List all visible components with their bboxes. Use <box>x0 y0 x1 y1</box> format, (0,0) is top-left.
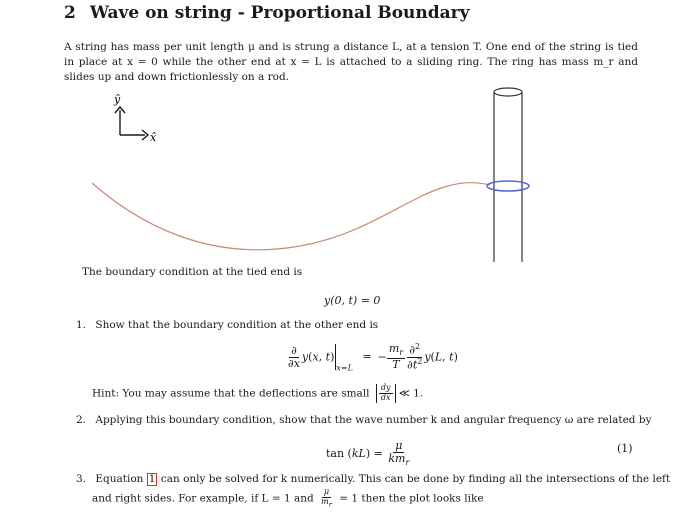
item-1-number: 1. <box>76 319 87 331</box>
section-title-text: Wave on string - Proportional Boundary <box>89 3 470 23</box>
x-axis-label: x̂ <box>150 131 157 144</box>
string-curve <box>92 183 490 250</box>
equation-reference-link[interactable]: 1 <box>148 473 156 485</box>
y-axis-label: ŷ <box>114 93 121 106</box>
item-1 <box>76 319 378 331</box>
equation-1-label: (1) <box>617 442 633 455</box>
intro-paragraph: A string has mass per unit length μ and is strung a distance L, at a tension T. One end of the string is tied in place at x = 0 while the other end at x = L is attached to a sliding ring. The ring has mass m_r and slides up and down frictionlessly on a rod. <box>64 41 638 83</box>
axis-indicator <box>113 93 157 144</box>
item-2-number: 2. <box>76 414 87 426</box>
section-number: 2 <box>64 3 76 23</box>
item-3-text-a: Equation <box>95 473 144 485</box>
sliding-ring <box>487 181 529 191</box>
item-3-text-d: = 1 then the plot looks like <box>339 492 484 505</box>
tied-end-equation: y(0, t) = 0 <box>324 294 381 307</box>
item-1-text: Show that the boundary condition at the other end is <box>95 319 379 331</box>
item-2-text: Applying this boundary condition, show that the wave number k and angular frequency ω are related by <box>95 414 652 426</box>
hint-prefix: Hint: You may assume that the deflections are small <box>92 387 370 400</box>
item-3-line-2: and right sides. For example, if L = 1 and $\frac{\mu}{m_r}$ = 1 then the plot looks like <box>92 487 484 509</box>
hint-suffix: ≪ 1. <box>398 387 424 400</box>
item-3 <box>76 473 670 486</box>
boundary-equation: $\frac{\partial}{\partial x}$ y(x, $t)_{x=L}$ = − $\frac{m_r}{T}$ $\frac{\partial^2}{\partial t^2}$ y(L, t) <box>288 342 458 373</box>
hint: Hint: You may assume that the deflections are small $\frac{dy}{dx}$ ≪ 1. <box>92 383 424 402</box>
item-3-text-b: can only be solved for k numerically. This can be done by finding all the intersections of the left <box>160 473 671 485</box>
item-2 <box>76 414 652 426</box>
item-3-number: 3. <box>76 473 87 485</box>
tied-end-text: The boundary condition at the tied end is <box>82 266 303 278</box>
equation-1: tan (kL) = $\frac{\mu}{km_r}$ <box>326 439 410 468</box>
item-3-text-c: and right sides. For example, if L = 1 and <box>92 492 314 505</box>
rod <box>494 88 522 262</box>
